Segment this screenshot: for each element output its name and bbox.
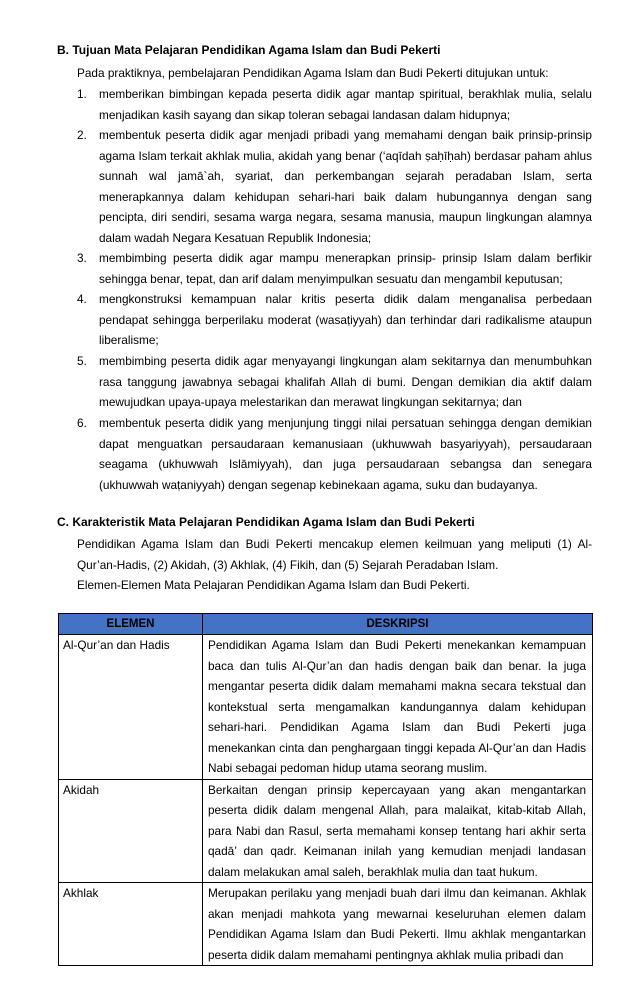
list-item [77,84,592,125]
list-item-text: membimbing peserta didik agar mampu menerapkan prinsip- prinsip Islam dalam berfikir sehingga benar, tepat, dan arif dalam menyimpulkan sesuatu dan mengambil keputusan; [99,251,592,286]
table-row [59,779,593,883]
list-number: 1. [77,87,87,101]
list-number: 4. [77,292,87,306]
section-c-heading: C. Karakteristik Mata Pelajaran Pendidikan Agama Islam dan Budi Pekerti [57,515,475,529]
section-c-subtitle: Elemen-Elemen Mata Pelajaran Pendidikan Agama Islam dan Budi Pekerti. [77,578,470,592]
list-item-text: membentuk peserta didik agar menjadi pribadi yang memahami dengan baik prinsip-prinsip agama Islam terkait akhlak mulia, akidah yang benar (‘aqīdah ṣaḥīḥah) berdasar paham ahlus sunnah wal jamā`ah, syariat, dan perkembangan sejarah peradaban Islam, serta menerapkannya dalam kehidupan sehari-hari baik dalam hubungannya dengan sang pencipta, diri sendiri, sesama warga negara, sesama manusia, maupun lingkungan alamnya dalam wadah Negara Kesatuan Republik Indonesia; [99,128,592,245]
list-number: 6. [77,416,87,430]
elemen-cell: Akidah [59,779,203,883]
list-item [77,289,592,351]
list-item [77,413,592,495]
section-c-intro: Pendidikan Agama Islam dan Budi Pekerti mencakup elemen keilmuan yang meliputi (1) Al-Qur’an-Hadis, (2) Akidah, (3) Akhlak, (4) Fikih, dan (5) Sejarah Peradaban Islam. [77,537,592,572]
tujuan-list [77,84,592,495]
elemen-cell: Akhlak [59,883,203,966]
deskripsi-cell: Berkaitan dengan prinsip kepercayaan yang akan mengantarkan peserta didik dalam mengenal Allah, para malaikat, kitab-kitab Allah, para Nabi dan Rasul, serta memahami konsep tentang hari akhir serta qadā’ dan qadr. Keimanan inilah yang kemudian menjadi landasan dalam melakukan amal saleh, berakhlak mulia dan taat hukum. [203,779,593,883]
section-b-heading: B. Tujuan Mata Pelajaran Pendidikan Agama Islam dan Budi Pekerti [57,43,441,57]
elemen-table [58,613,593,966]
list-item [77,125,592,248]
list-number: 3. [77,251,87,265]
list-item-text: mengkonstruksi kemampuan nalar kritis peserta didik dalam menganalisa perbedaan pendapat sehingga berperilaku moderat (wasaṭiyyah) dan terhindar dari radikalisme ataupun liberalisme; [99,292,592,347]
section-b-intro: Pada praktiknya, pembelajaran Pendidikan Agama Islam dan Budi Pekerti ditujukan untuk: [77,66,549,80]
table-header-row [59,614,593,635]
list-item-text: membimbing peserta didik agar menyayangi lingkungan alam sekitarnya dan menumbuhkan rasa tanggung jawabnya sebagai khalifah Allah di bumi. Dengan demikian dia aktif dalam mewujudkan upaya-upaya melestarikan dan merawat lingkungan sekitarnya; dan [99,354,592,409]
list-number: 5. [77,354,87,368]
deskripsi-cell: Pendidikan Agama Islam dan Budi Pekerti menekankan kemampuan baca dan tulis Al-Qur’an dan hadis dengan baik dan benar. Ia juga mengantar peserta didik dalam memahami makna secara tekstual dan kontekstual serta mengamalkan kandungannya dalam kehidupan sehari-hari. Pendidikan Agama Islam dan Budi Pekerti juga menekankan cinta dan penghargaan tinggi kepada Al-Qur’an dan Hadis Nabi sebagai pedoman hidup utama seorang muslim. [203,635,593,780]
deskripsi-cell: Merupakan perilaku yang menjadi buah dari ilmu dan keimanan. Akhlak akan menjadi mahkota yang mewarnai keseluruhan elemen dalam Pendidikan Agama Islam dan Budi Pekerti. Ilmu akhlak mengantarkan peserta didik dalam memahami pentingnya akhlak mulia pribadi dan [203,883,593,966]
elemen-cell: Al-Qur’an dan Hadis [59,635,203,780]
column-header-elemen: ELEMEN [59,614,203,635]
table-row [59,883,593,966]
table-row [59,635,593,780]
column-header-deskripsi: DESKRIPSI [203,614,593,635]
list-item-text: membentuk peserta didik yang menjunjung tinggi nilai persatuan sehingga dengan demikian dapat menguatkan persaudaraan kemanusiaan (ukhuwwah basyariyyah), persaudaraan seagama (ukhuwwah Islāmiyyah), dan juga persaudaraan sebangsa dan senegara (ukhuwwah waṭaniyyah) dengan segenap kebinekaan agama, suku dan budayanya. [99,416,592,492]
list-number: 2. [77,128,87,142]
list-item [77,248,592,289]
list-item [77,351,592,413]
list-item-text: memberikan bimbingan kepada peserta didik agar mantap spiritual, berakhlak mulia, selalu menjadikan kasih sayang dan sikap toleran sebagai landasan dalam hidupnya; [99,87,592,122]
